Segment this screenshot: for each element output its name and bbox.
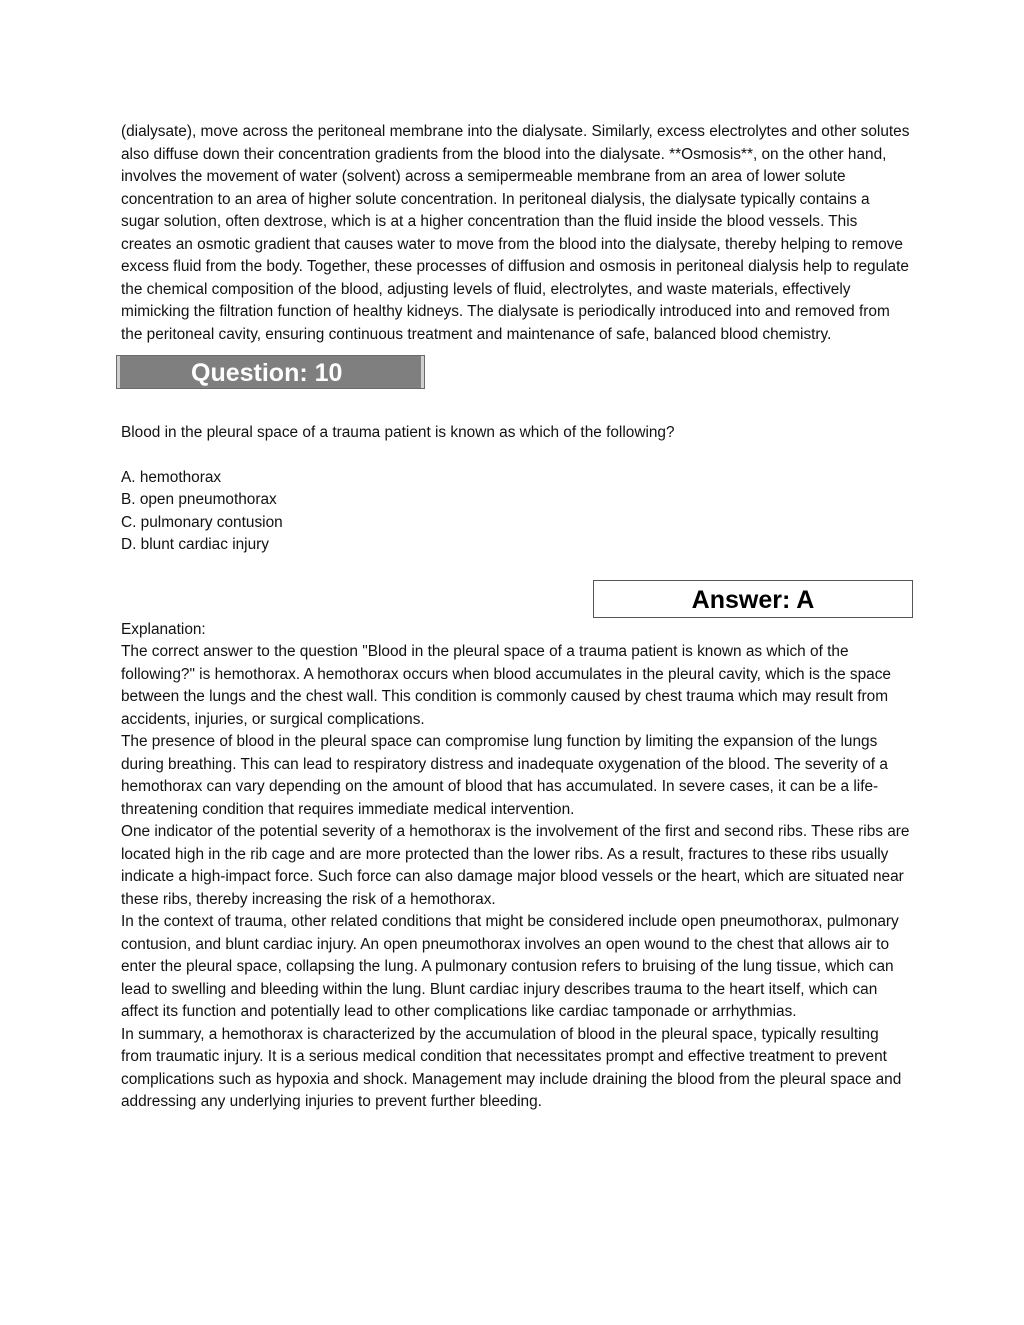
option-c: C. pulmonary contusion: [121, 513, 283, 531]
option-a: A. hemothorax: [121, 468, 222, 486]
question-text: Blood in the pleural space of a trauma patient is known as which of the following?: [121, 424, 675, 441]
explanation-paragraph: In the context of trauma, other related conditions that might be considered include open pneumothorax, pulmonary contusion, and blunt cardiac injury. An open pneumothorax involves an open wound to the chest that allows air to enter the pleural space, collapsing the lung. A pulmonary contusion refers to bruising of the lung tissue, which can lead to swelling and bleeding within the lung. Blunt cardiac injury describes trauma to the heart itself, which can affect its function and potentially lead to other complications like cardiac tamponade or arrhythmias.: [121, 913, 899, 1020]
explanation-paragraph: One indicator of the potential severity of a hemothorax is the involvement of the first and second ribs. These ribs are located high in the rib cage and are more protected than the lower ribs. As a result, fractures to these ribs usually indicate a high-impact force. Such force can also damage major blood vessels or the heart, which are situated near these ribs, thereby increasing the risk of a hemothorax.: [121, 823, 910, 908]
explanation-paragraph: The presence of blood in the pleural space can compromise lung function by limiting the expansion of the lungs during breathing. This can lead to respiratory distress and inadequate oxygenation of the blood. The severity of a hemothorax can vary depending on the amount of blood that has accumulated. In severe cases, it can be a life-threatening condition that requires immediate medical intervention.: [121, 733, 888, 818]
explanation-paragraph: In summary, a hemothorax is characterized by the accumulation of blood in the pleural space, typically resulting from traumatic injury. It is a serious medical condition that necessitates prompt and effective treatment to prevent complications such as hypoxia and shock. Management may include draining the blood from the pleural space and addressing any underlying injuries to prevent further bleeding.: [121, 1025, 902, 1110]
explanation-body: [121, 641, 911, 1114]
answer-label: Answer: A: [691, 585, 815, 614]
continuation-paragraph: (dialysate), move across the peritoneal membrane into the dialysate. Similarly, excess electrolytes and other solutes also diffuse down their concentration gradients from the blood into the dialysate. **Osmosis**, on the other hand, involves the movement of water (solvent) across a semipermeable membrane from an area of lower solute concentration to an area of higher solute concentration. In peritoneal dialysis, the dialysate typically contains a sugar solution, often dextrose, which is at a higher concentration than the fluid inside the blood vessels. This creates an osmotic gradient that causes water to move from the blood into the dialysate, thereby helping to remove excess fluid from the body. Together, these processes of diffusion and osmosis in peritoneal dialysis help to regulate the chemical composition of the blood, adjusting levels of fluid, electrolytes, and waste materials, effectively mimicking the filtration function of healthy kidneys. The dialysate is periodically introduced into and removed from the peritoneal cavity, ensuring continuous treatment and maintenance of safe, balanced blood chemistry.: [121, 123, 910, 343]
answer-options-list: [121, 467, 911, 557]
option-d: D. blunt cardiac injury: [121, 536, 269, 553]
document-page: [121, 121, 911, 1114]
answer-box: [593, 580, 913, 618]
question-heading-banner: [116, 355, 425, 389]
question-heading: Question: 10: [191, 359, 343, 387]
explanation-label: Explanation:: [121, 620, 206, 638]
option-b: B. open pneumothorax: [121, 491, 277, 508]
explanation-paragraph: The correct answer to the question "Blood in the pleural space of a trauma patient is known as which of the following?" is hemothorax. A hemothorax occurs when blood accumulates in the pleural cavity, which is the space between the lungs and the chest wall. This condition is commonly caused by chest trauma which may result from accidents, injuries, or surgical complications.: [121, 643, 891, 728]
